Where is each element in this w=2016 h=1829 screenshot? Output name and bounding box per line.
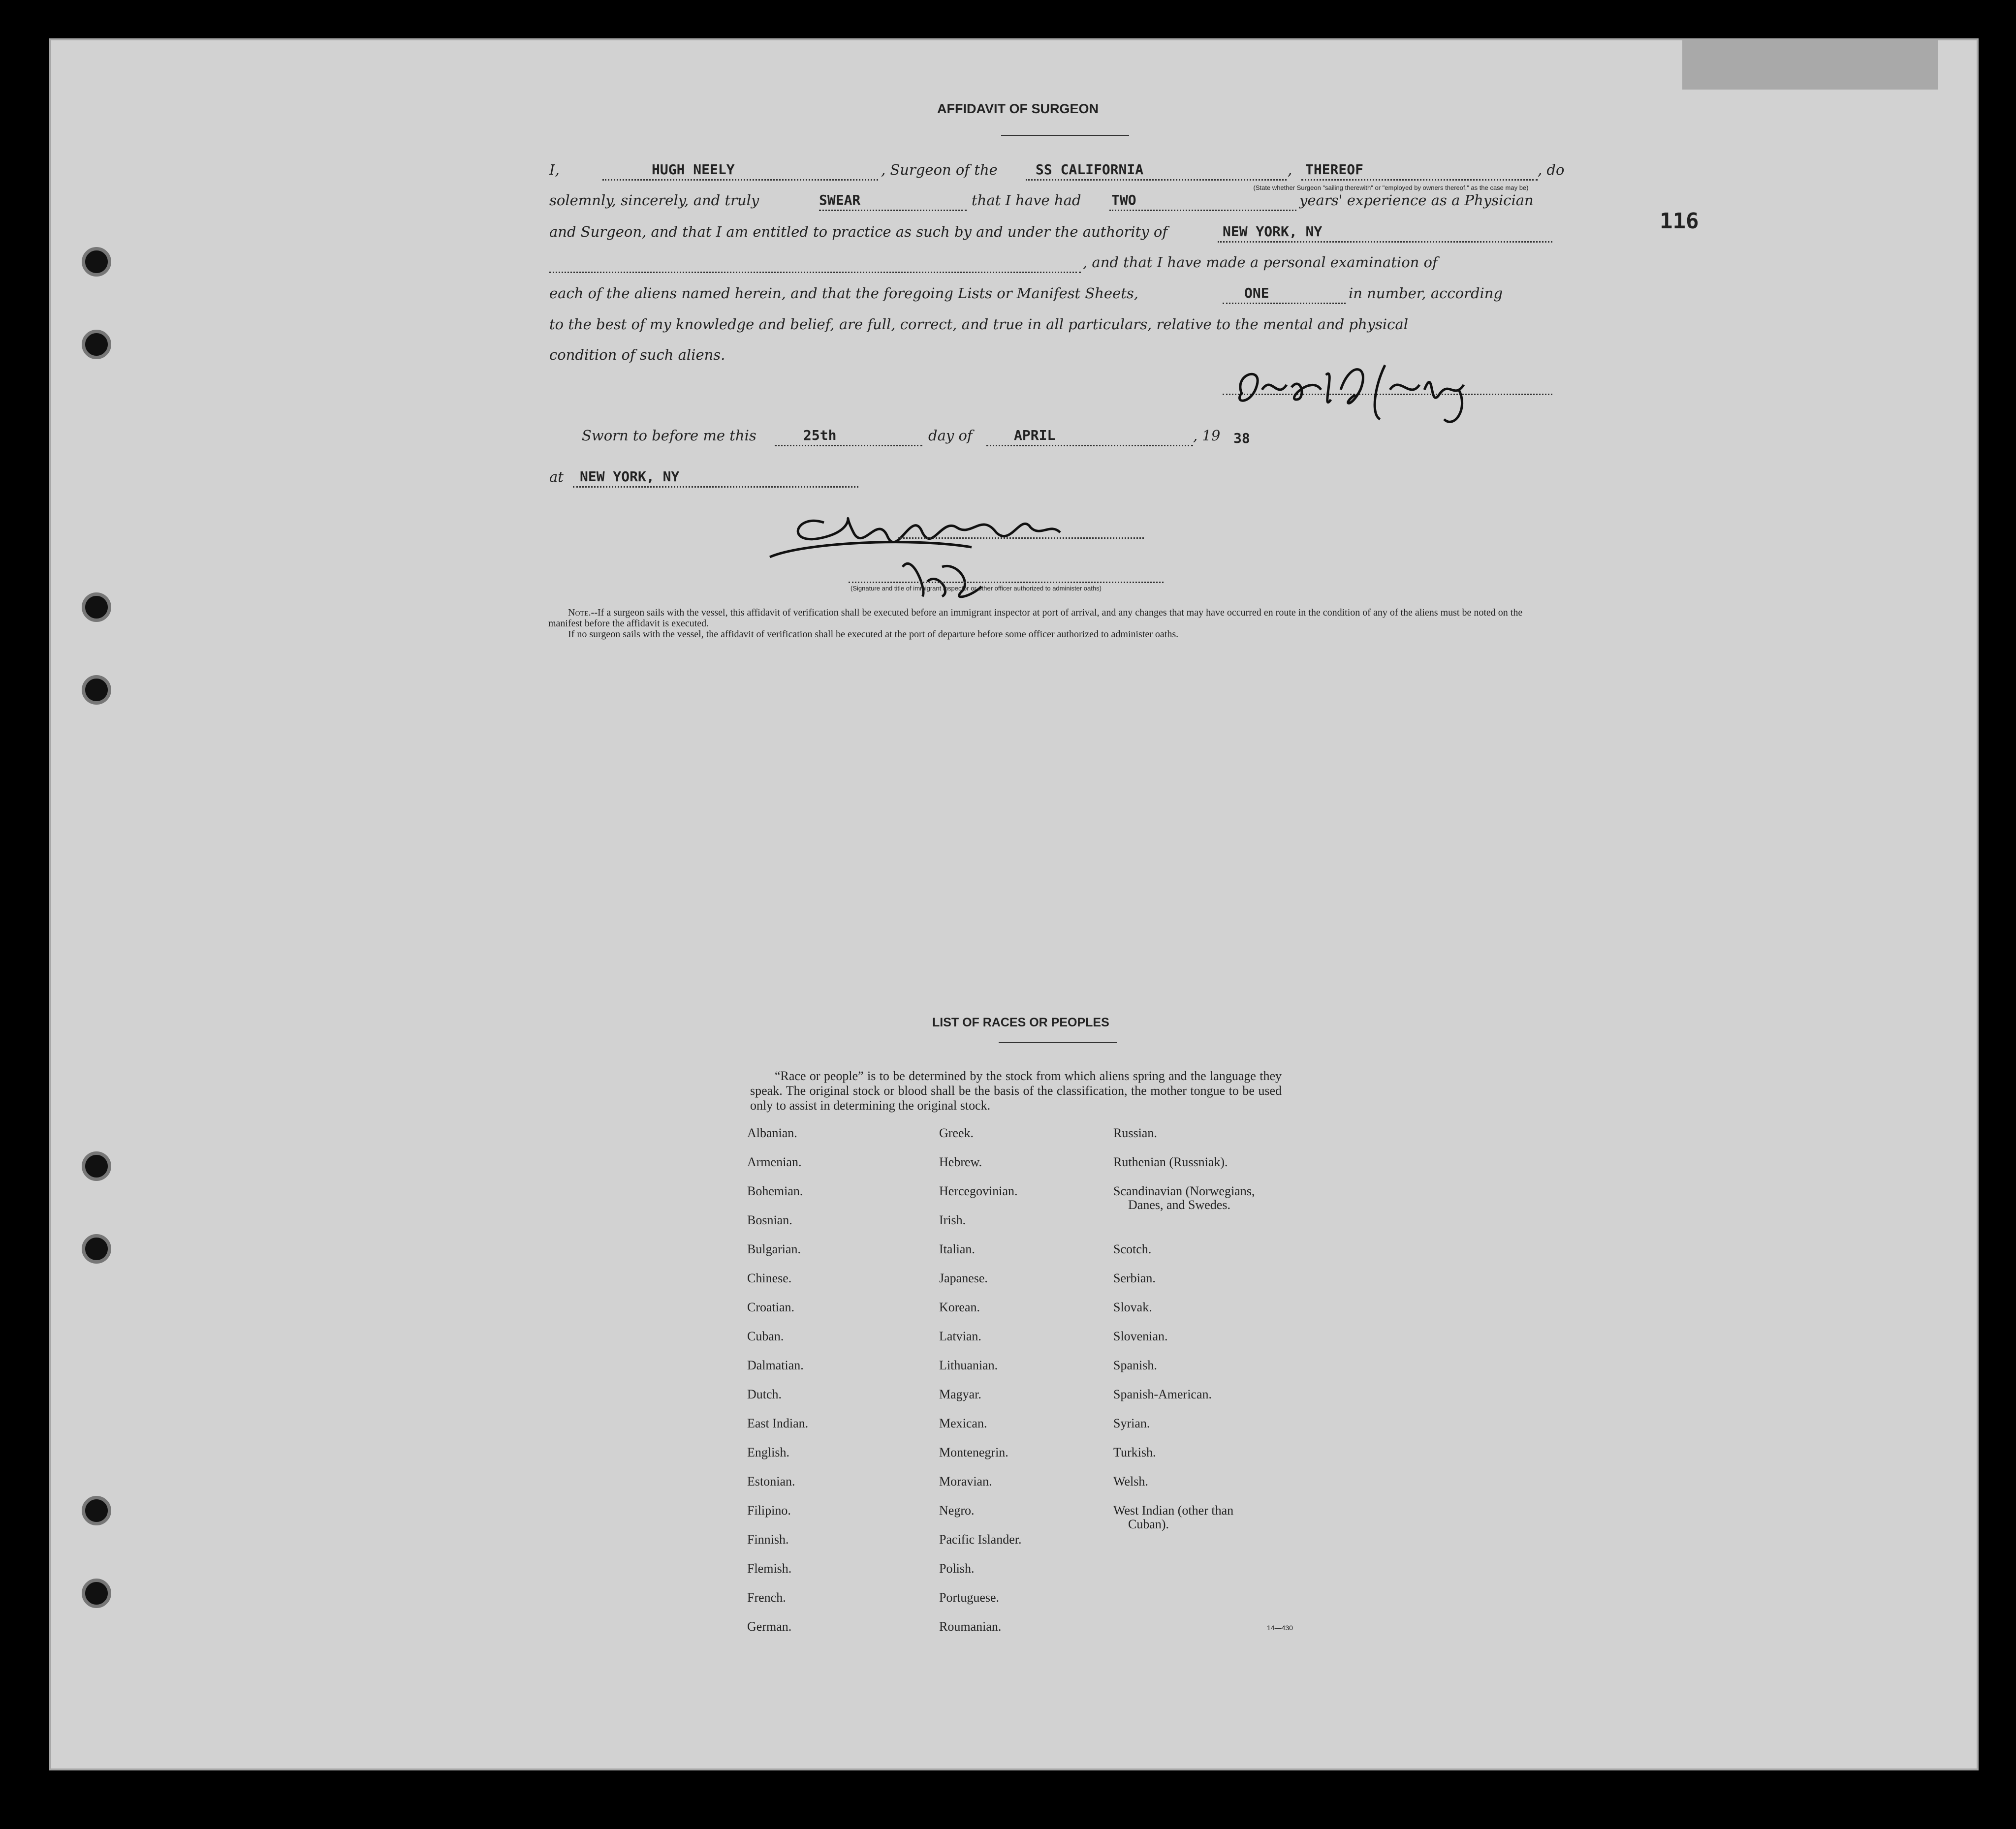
role-note: (State whether Surgeon "sailing therewith" or "employed by owners thereof," as the case may be) [1253,184,1529,191]
race-item: Slovenian. [1113,1329,1168,1343]
vessel-field [1026,179,1287,181]
binder-hole [82,247,111,277]
race-item: Greek. [939,1126,974,1140]
oath-value: SWEAR [819,192,861,208]
authority-value: NEW YORK, NY [1223,223,1323,240]
race-item: Roumanian. [939,1619,1002,1634]
surgeon-of-label: , Surgeon of the [881,161,998,178]
line6-text: to the best of my knowledge and belief, are full, correct, and true in all particulars, relative to the mental and physical [549,316,1408,333]
race-item: Mexican. [939,1416,987,1430]
at-place-field [573,486,858,488]
race-item: Irish. [939,1213,966,1227]
years-field [1109,210,1296,211]
sworn-day-field [775,445,922,446]
line5-suffix: in number, according [1349,285,1503,302]
race-item: Dalmatian. [747,1358,804,1372]
sworn-prefix: Sworn to before me this [582,427,756,444]
race-item: Polish. [939,1561,975,1576]
race-item: Estonian. [747,1474,795,1488]
race-item: Spanish-American. [1113,1387,1212,1401]
race-item: Syrian. [1113,1416,1150,1430]
race-item: Cuban). [1128,1517,1169,1531]
note-label: Note. [568,607,591,618]
race-item: Scotch. [1113,1242,1152,1256]
sworn-year-prefix: , 19 [1193,427,1221,444]
officer-signature-line-1 [898,537,1144,539]
page-number: 116 [1660,209,1699,234]
race-item: Moravian. [939,1474,992,1488]
binder-hole [82,1234,111,1264]
document-page [49,38,1979,1770]
sworn-day-of: day of [928,427,973,444]
race-item: Japanese. [939,1271,988,1285]
line4-text: , and that I have made a personal examination of [1083,254,1438,271]
race-item: English. [747,1445,789,1459]
comma: , [1288,161,1292,178]
race-item: Spanish. [1113,1358,1157,1372]
binder-hole [82,1579,111,1608]
race-item: Albanian. [747,1126,797,1140]
role-value: THEREOF [1305,161,1364,178]
title-rule [1001,135,1129,136]
race-item: Armenian. [747,1155,802,1169]
race-item: Finnish. [747,1532,789,1547]
sheets-field [1223,303,1346,304]
races-intro: “Race or people” is to be determined by the stock from which aliens spring and the language they speak. The original stock or blood shall be the basis of the classification, the mother tongue to be used only to assist in determining the original stock. [750,1069,1282,1113]
race-item: Danes, and Swedes. [1128,1198,1230,1212]
race-item: Filipino. [747,1503,791,1518]
race-item: Dutch. [747,1387,782,1401]
line7-text: condition of such aliens. [549,346,725,363]
race-item: Montenegrin. [939,1445,1008,1459]
authority-continued-field [549,272,1081,273]
page-tab [1682,40,1938,90]
race-item: German. [747,1619,792,1634]
race-item: Serbian. [1113,1271,1156,1285]
race-item: Negro. [939,1503,975,1518]
race-item: Hebrew. [939,1155,982,1169]
race-item: Welsh. [1113,1474,1148,1488]
line2-suffix: years' experience as a Physician [1299,192,1534,209]
race-item: Ruthenian (Russniak). [1113,1155,1228,1169]
sworn-year-value: 38 [1233,430,1250,446]
binder-hole [82,1151,111,1181]
race-item: Cuban. [747,1329,784,1343]
note-text-2: If no surgeon sails with the vessel, the affidavit of verification shall be executed at the port of departure before some officer authorized to administer oaths. [568,629,1179,640]
race-item: Portuguese. [939,1590,1000,1605]
race-item: Lithuanian. [939,1358,998,1372]
race-item: Croatian. [747,1300,795,1314]
line1-prefix: I, [549,161,560,178]
line3-prefix: and Surgeon, and that I am entitled to practice as such by and under the authority of [549,223,1168,240]
surgeon-signature [1223,345,1498,434]
vessel-value: SS CALIFORNIA [1036,161,1144,178]
surgeon-name-field [602,179,878,181]
races-title: LIST OF RACES OR PEOPLES [932,1016,1109,1029]
line2-prefix: solemnly, sincerely, and truly [549,192,759,209]
officer-signature [765,493,1119,616]
affidavit-title: AFFIDAVIT OF SURGEON [937,101,1099,116]
race-item: Magyar. [939,1387,981,1401]
years-value: TWO [1111,192,1136,208]
race-item: Pacific Islander. [939,1532,1022,1547]
affidavit-note [548,607,1533,640]
binder-hole [82,330,111,359]
race-item: Bosnian. [747,1213,792,1227]
binder-hole [82,675,111,705]
sheets-value: ONE [1244,285,1269,301]
race-item: French. [747,1590,786,1605]
at-place-value: NEW YORK, NY [580,468,680,485]
races-title-rule [999,1042,1117,1043]
at-prefix: at [549,468,564,485]
race-item: Korean. [939,1300,980,1314]
race-item: Flemish. [747,1561,792,1576]
race-item: Bohemian. [747,1184,803,1198]
race-item: Slovak. [1113,1300,1152,1314]
line5-prefix: each of the aliens named herein, and that the foregoing Lists or Manifest Sheets, [549,285,1139,302]
line2-mid: that I have had [972,192,1081,209]
sworn-month-value: APRIL [1014,427,1056,443]
officer-signature-caption: (Signature and title of immigrant inspector or other officer authorized to administer oaths) [850,585,1102,592]
race-item: Russian. [1113,1126,1157,1140]
officer-signature-line-2 [849,582,1164,583]
race-item: Turkish. [1113,1445,1156,1459]
surgeon-name-value: HUGH NEELY [652,161,735,178]
form-number: 14—430 [1267,1624,1293,1632]
oath-field [819,210,967,211]
line1-suffix: , do [1538,161,1565,178]
sworn-month-field [986,445,1193,446]
race-item: West Indian (other than [1113,1503,1234,1518]
race-item: Bulgarian. [747,1242,801,1256]
role-field [1301,179,1538,181]
race-item: East Indian. [747,1416,809,1430]
race-item: Chinese. [747,1271,792,1285]
note-text-1: --If a surgeon sails with the vessel, this affidavit of verification shall be executed before an immigrant inspector at port of arrival, and any changes that may have occurred en route in the condition of any of the aliens must be noted on the manifest before the affidavit is executed. [548,607,1523,629]
sworn-day-value: 25th [803,427,837,443]
race-item: Latvian. [939,1329,981,1343]
binder-hole [82,1496,111,1525]
authority-field [1218,241,1552,243]
race-item: Scandinavian (Norwegians, [1113,1184,1255,1198]
race-item: Italian. [939,1242,975,1256]
race-item: Hercegovinian. [939,1184,1018,1198]
binder-hole [82,592,111,622]
